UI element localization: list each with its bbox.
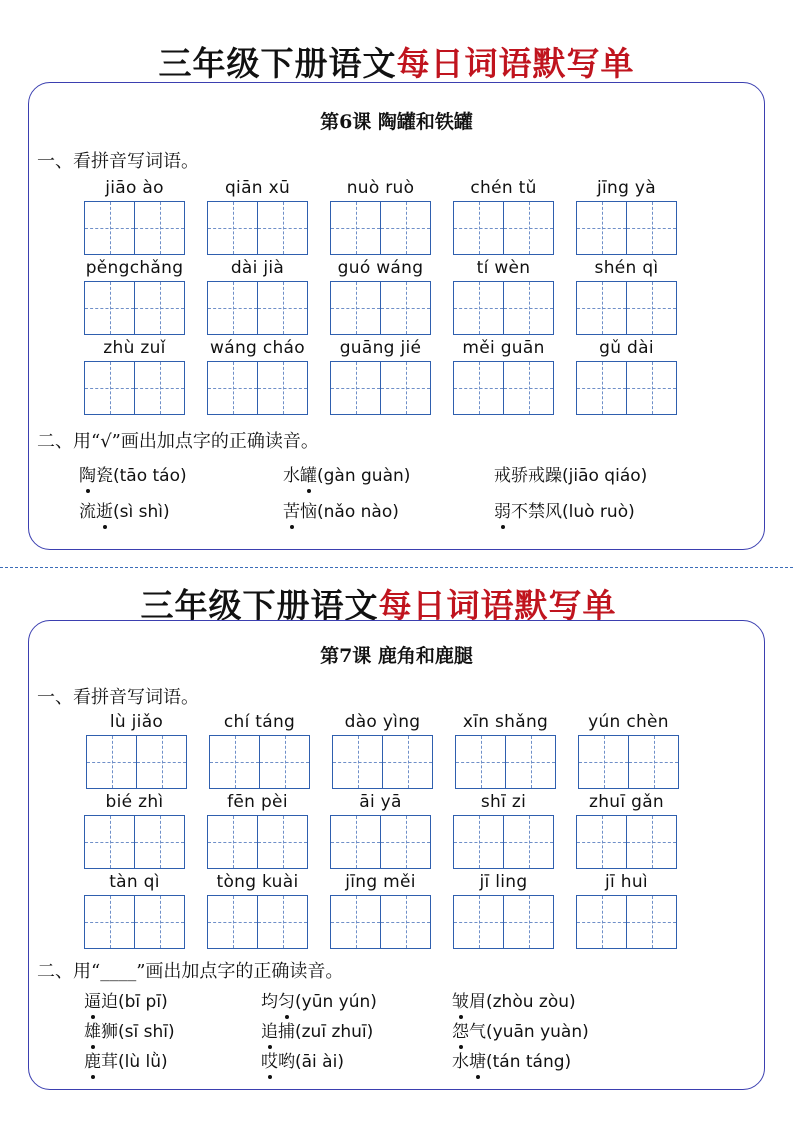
sheet2-section1-title: 一、看拼音写词语。: [37, 687, 199, 708]
pinyin-label: wáng cháo: [210, 338, 305, 358]
pinyin-label: shén qì: [594, 258, 659, 278]
reading-choice[interactable]: 怨气(yuān yuàn): [452, 1022, 589, 1042]
writing-grid[interactable]: [207, 201, 308, 255]
word-item: [330, 337, 431, 415]
dotted-char: 罐: [300, 466, 317, 486]
dotted-char: 匀: [278, 992, 295, 1012]
pinyin-label: jī huì: [605, 872, 648, 892]
pinyin-label: měi guān: [462, 338, 545, 358]
word-item: [207, 337, 308, 415]
reading-options: (yūn yún): [295, 992, 377, 1012]
writing-grid[interactable]: [576, 281, 677, 335]
writing-grid[interactable]: [84, 815, 185, 869]
writing-grid[interactable]: [330, 361, 431, 415]
dotted-char: 雄: [84, 1022, 101, 1042]
word-item: [576, 791, 677, 869]
reading-choice[interactable]: 鹿茸(lù lǜ): [84, 1052, 168, 1072]
reading-options: (zuī zhuī): [295, 1022, 374, 1042]
dotted-char: 塘: [469, 1052, 486, 1072]
sheet1-word-row-2: [84, 257, 677, 335]
dotted-char: 苦: [283, 502, 300, 522]
reading-choice[interactable]: 陶瓷(tāo táo): [79, 466, 187, 486]
writing-grid[interactable]: [455, 735, 556, 789]
sheet2-lesson-title: 第7课 鹿角和鹿腿: [320, 645, 473, 667]
pinyin-label: tòng kuài: [216, 872, 299, 892]
word-item: [332, 711, 433, 789]
reading-choice[interactable]: 皱眉(zhòu zòu): [452, 992, 576, 1012]
word-item: [207, 791, 308, 869]
pinyin-label: jiāo ào: [105, 178, 164, 198]
word-item: [576, 871, 677, 949]
word-item: [84, 177, 185, 255]
pinyin-label: guó wáng: [337, 258, 424, 278]
writing-grid[interactable]: [576, 895, 677, 949]
reading-options: (sī shī): [118, 1022, 175, 1042]
sheet1-card: [28, 82, 765, 550]
dotted-char: 逼: [84, 992, 101, 1012]
sheet1-word-row-3: [84, 337, 677, 415]
pinyin-label: jīng měi: [345, 872, 416, 892]
sheet1-section2-title: 二、用“√”画出加点字的正确读音。: [37, 431, 319, 452]
word-item: [84, 257, 185, 335]
word-item: [207, 177, 308, 255]
reading-choice[interactable]: 水罐(gàn guàn): [283, 466, 411, 486]
word-item: [576, 337, 677, 415]
sheet2-section2-title: 二、用“____”画出加点字的正确读音。: [37, 961, 344, 982]
reading-options: (zhòu zòu): [486, 992, 576, 1012]
dotted-char: 哎: [261, 1052, 278, 1072]
dotted-char: 怨: [452, 1022, 469, 1042]
pinyin-label: yún chèn: [588, 712, 669, 732]
pinyin-label: bié zhì: [105, 792, 164, 812]
dotted-char: 弱: [494, 502, 511, 522]
writing-grid[interactable]: [578, 735, 679, 789]
reading-options: (āi ài): [295, 1052, 344, 1072]
pinyin-label: dài jià: [230, 258, 285, 278]
sheet2-word-row-2: [84, 791, 677, 869]
dotted-char: 鹿: [84, 1052, 101, 1072]
word-item: [576, 177, 677, 255]
reading-choice[interactable]: 均匀(yūn yún): [261, 992, 377, 1012]
word-item: [207, 871, 308, 949]
dotted-char: 追: [261, 1022, 278, 1042]
pinyin-label: dào yìng: [344, 712, 421, 732]
writing-grid[interactable]: [84, 895, 185, 949]
writing-grid[interactable]: [330, 895, 431, 949]
writing-grid[interactable]: [84, 201, 185, 255]
sheet1-lesson-title: 第6课 陶罐和铁罐: [320, 111, 473, 133]
writing-grid[interactable]: [453, 361, 554, 415]
reading-options: (luò ruò): [562, 502, 635, 522]
writing-grid[interactable]: [576, 815, 677, 869]
writing-grid[interactable]: [207, 281, 308, 335]
writing-grid[interactable]: [332, 735, 433, 789]
writing-grid[interactable]: [453, 281, 554, 335]
writing-grid[interactable]: [84, 361, 185, 415]
dotted-char: 逝: [96, 502, 113, 522]
pinyin-label: fēn pèi: [227, 792, 288, 812]
writing-grid[interactable]: [330, 281, 431, 335]
word-item: [330, 871, 431, 949]
writing-grid[interactable]: [453, 815, 554, 869]
pinyin-label: zhuī gǎn: [589, 792, 664, 812]
reading-options: (gàn guàn): [317, 466, 411, 486]
sheet2-title-highlight: 每日词语默写单: [378, 586, 617, 625]
word-item: [86, 711, 187, 789]
sheet1-title-highlight: 每日词语默写单: [396, 44, 635, 83]
pinyin-label: chí táng: [223, 712, 296, 732]
word-item: [330, 177, 431, 255]
pinyin-label: shī zi: [480, 792, 527, 812]
word-item: [453, 177, 554, 255]
writing-grid[interactable]: [453, 201, 554, 255]
writing-grid[interactable]: [86, 735, 187, 789]
dotted-char: 陶: [79, 466, 96, 486]
word-item: [84, 791, 185, 869]
pinyin-label: zhù zuǐ: [103, 338, 166, 358]
word-item: [209, 711, 310, 789]
word-item: [330, 257, 431, 335]
pinyin-label: gǔ dài: [599, 338, 654, 358]
pinyin-label: tàn qì: [109, 872, 160, 892]
reading-choice[interactable]: 戒骄戒躁(jiāo qiáo): [494, 466, 648, 486]
reading-choice[interactable]: 逼迫(bī pī): [84, 992, 168, 1012]
sheet2-title-main: 三年级下册语文: [140, 586, 379, 625]
reading-choice[interactable]: 弱不禁风(luò ruò): [494, 502, 635, 522]
pinyin-label: qiān xū: [224, 178, 291, 198]
word-item: [84, 337, 185, 415]
writing-grid[interactable]: [209, 735, 310, 789]
reading-choice[interactable]: 雄狮(sī shī): [84, 1022, 175, 1042]
dotted-char: 皱: [452, 992, 469, 1012]
writing-grid[interactable]: [330, 815, 431, 869]
writing-grid[interactable]: [207, 895, 308, 949]
sheet1-word-row-1: [84, 177, 677, 255]
pinyin-label: chén tǔ: [470, 178, 537, 198]
reading-choice[interactable]: 追捕(zuī zhuī): [261, 1022, 374, 1042]
writing-grid[interactable]: [330, 201, 431, 255]
sheet1-title: [0, 38, 793, 85]
pinyin-label: xīn shǎng: [462, 712, 549, 732]
writing-grid[interactable]: [84, 281, 185, 335]
pinyin-label: pěngchǎng: [85, 258, 184, 278]
reading-choice[interactable]: 水塘(tán táng): [452, 1052, 572, 1072]
pinyin-label: jī ling: [479, 872, 528, 892]
writing-grid[interactable]: [576, 201, 677, 255]
word-item: [84, 871, 185, 949]
writing-grid[interactable]: [207, 361, 308, 415]
word-item: [578, 711, 679, 789]
pinyin-label: nuò ruò: [346, 178, 415, 198]
sheet1-section1-title: 一、看拼音写词语。: [37, 151, 199, 172]
pinyin-label: guāng jié: [339, 338, 422, 358]
word-item: [207, 257, 308, 335]
reading-options: (nǎo nào): [317, 502, 399, 522]
sheet2-word-row-3: [84, 871, 677, 949]
sheet2-card: [28, 620, 765, 1090]
word-item: [453, 791, 554, 869]
word-item: [455, 711, 556, 789]
word-item: [453, 871, 554, 949]
reading-options: (tán táng): [486, 1052, 572, 1072]
word-item: [330, 791, 431, 869]
reading-options: (jiāo qiáo): [562, 466, 648, 486]
writing-grid[interactable]: [453, 895, 554, 949]
reading-options: (bī pī): [118, 992, 168, 1012]
pinyin-label: āi yā: [359, 792, 402, 812]
writing-grid[interactable]: [576, 361, 677, 415]
reading-options: (sì shì): [113, 502, 170, 522]
reading-choice[interactable]: 苦恼(nǎo nào): [283, 502, 399, 522]
reading-choice[interactable]: 流逝(sì shì): [79, 502, 170, 522]
cut-line: [0, 567, 793, 568]
writing-grid[interactable]: [207, 815, 308, 869]
reading-options: (tāo táo): [113, 466, 187, 486]
word-item: [453, 337, 554, 415]
pinyin-label: jīng yà: [597, 178, 656, 198]
word-item: [453, 257, 554, 335]
sheet2-word-row-1: [86, 711, 679, 789]
pinyin-label: tí wèn: [476, 258, 531, 278]
reading-choice[interactable]: 哎哟(āi ài): [261, 1052, 344, 1072]
word-item: [576, 257, 677, 335]
reading-options: (lù lǜ): [118, 1052, 168, 1072]
pinyin-label: lù jiǎo: [109, 712, 164, 732]
sheet1-title-main: 三年级下册语文: [158, 44, 397, 83]
reading-options: (yuān yuàn): [486, 1022, 589, 1042]
